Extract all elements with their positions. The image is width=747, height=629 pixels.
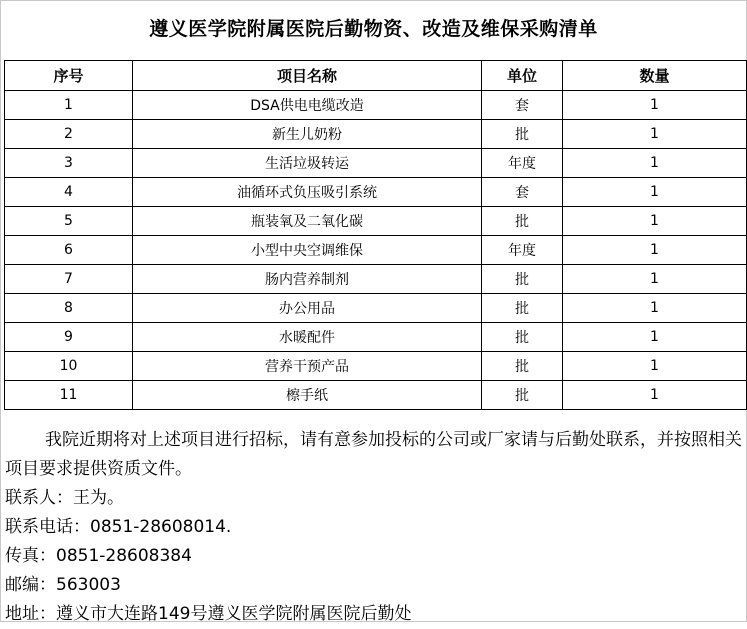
row-no: 10: [5, 352, 133, 381]
row-name: 水暖配件: [133, 323, 482, 352]
row-no: 3: [5, 149, 133, 178]
notes-fax: 传真：0851-28608384: [5, 546, 192, 566]
table-header-row: [5, 61, 747, 91]
row-qty: 1: [563, 120, 747, 149]
row-name: 小型中央空调维保: [133, 236, 482, 265]
row-no: 4: [5, 178, 133, 207]
procurement-table: [4, 60, 747, 410]
row-name: 新生儿奶粉: [133, 120, 482, 149]
table-row: [5, 149, 747, 178]
row-qty: 1: [563, 91, 747, 120]
row-no: 6: [5, 236, 133, 265]
table-row: [5, 323, 747, 352]
row-no: 7: [5, 265, 133, 294]
row-no: 9: [5, 323, 133, 352]
row-no: 11: [5, 381, 133, 410]
row-name: 肠内营养制剂: [133, 265, 482, 294]
table-row: [5, 294, 747, 323]
table-row: [5, 236, 747, 265]
header-no: 序号: [5, 61, 133, 91]
notes-address: 地址：遵义市大连路149号遵义医学院附属医院后勤处: [5, 604, 412, 624]
row-unit: 批: [482, 207, 563, 236]
row-unit: 年度: [482, 236, 563, 265]
row-unit: 批: [482, 120, 563, 149]
row-unit: 套: [482, 178, 563, 207]
row-qty: 1: [563, 381, 747, 410]
row-name: 生活垃圾转运: [133, 149, 482, 178]
row-name: 瓶装氧及二氧化碳: [133, 207, 482, 236]
notes-contact: 联系人：王为。: [5, 488, 124, 508]
table-row: [5, 352, 747, 381]
table-row: [5, 120, 747, 149]
row-name: 营养干预产品: [133, 352, 482, 381]
notes-intro: 我院近期将对上述项目进行招标，请有意参加投标的公司或厂家请与后勤处联系，并按照相关项目要求提供资质文件。: [5, 430, 742, 479]
header-unit: 单位: [482, 61, 563, 91]
row-name: 檫手纸: [133, 381, 482, 410]
row-unit: 批: [482, 265, 563, 294]
row-qty: 1: [563, 323, 747, 352]
row-qty: 1: [563, 207, 747, 236]
notes-section: [5, 426, 745, 629]
table-row: [5, 178, 747, 207]
table-row: [5, 207, 747, 236]
row-name: 办公用品: [133, 294, 482, 323]
row-qty: 1: [563, 178, 747, 207]
row-unit: 批: [482, 294, 563, 323]
row-qty: 1: [563, 236, 747, 265]
row-qty: 1: [563, 294, 747, 323]
row-unit: 批: [482, 381, 563, 410]
row-no: 5: [5, 207, 133, 236]
notes-postcode: 邮编：563003: [5, 575, 121, 595]
row-no: 2: [5, 120, 133, 149]
row-unit: 批: [482, 352, 563, 381]
row-name: DSA供电电缆改造: [133, 91, 482, 120]
header-name: 项目名称: [133, 61, 482, 91]
row-no: 1: [5, 91, 133, 120]
table-row: [5, 91, 747, 120]
notes-phone: 联系电话：0851-28608014.: [5, 517, 232, 537]
row-qty: 1: [563, 149, 747, 178]
row-name: 油循环式负压吸引系统: [133, 178, 482, 207]
row-qty: 1: [563, 352, 747, 381]
row-unit: 年度: [482, 149, 563, 178]
row-unit: 套: [482, 91, 563, 120]
table-row: [5, 265, 747, 294]
table-row: [5, 381, 747, 410]
row-qty: 1: [563, 265, 747, 294]
row-no: 8: [5, 294, 133, 323]
row-unit: 批: [482, 323, 563, 352]
header-qty: 数量: [563, 61, 747, 91]
document-title: 遵义医学院附属医院后勤物资、改造及维保采购清单: [149, 18, 598, 40]
